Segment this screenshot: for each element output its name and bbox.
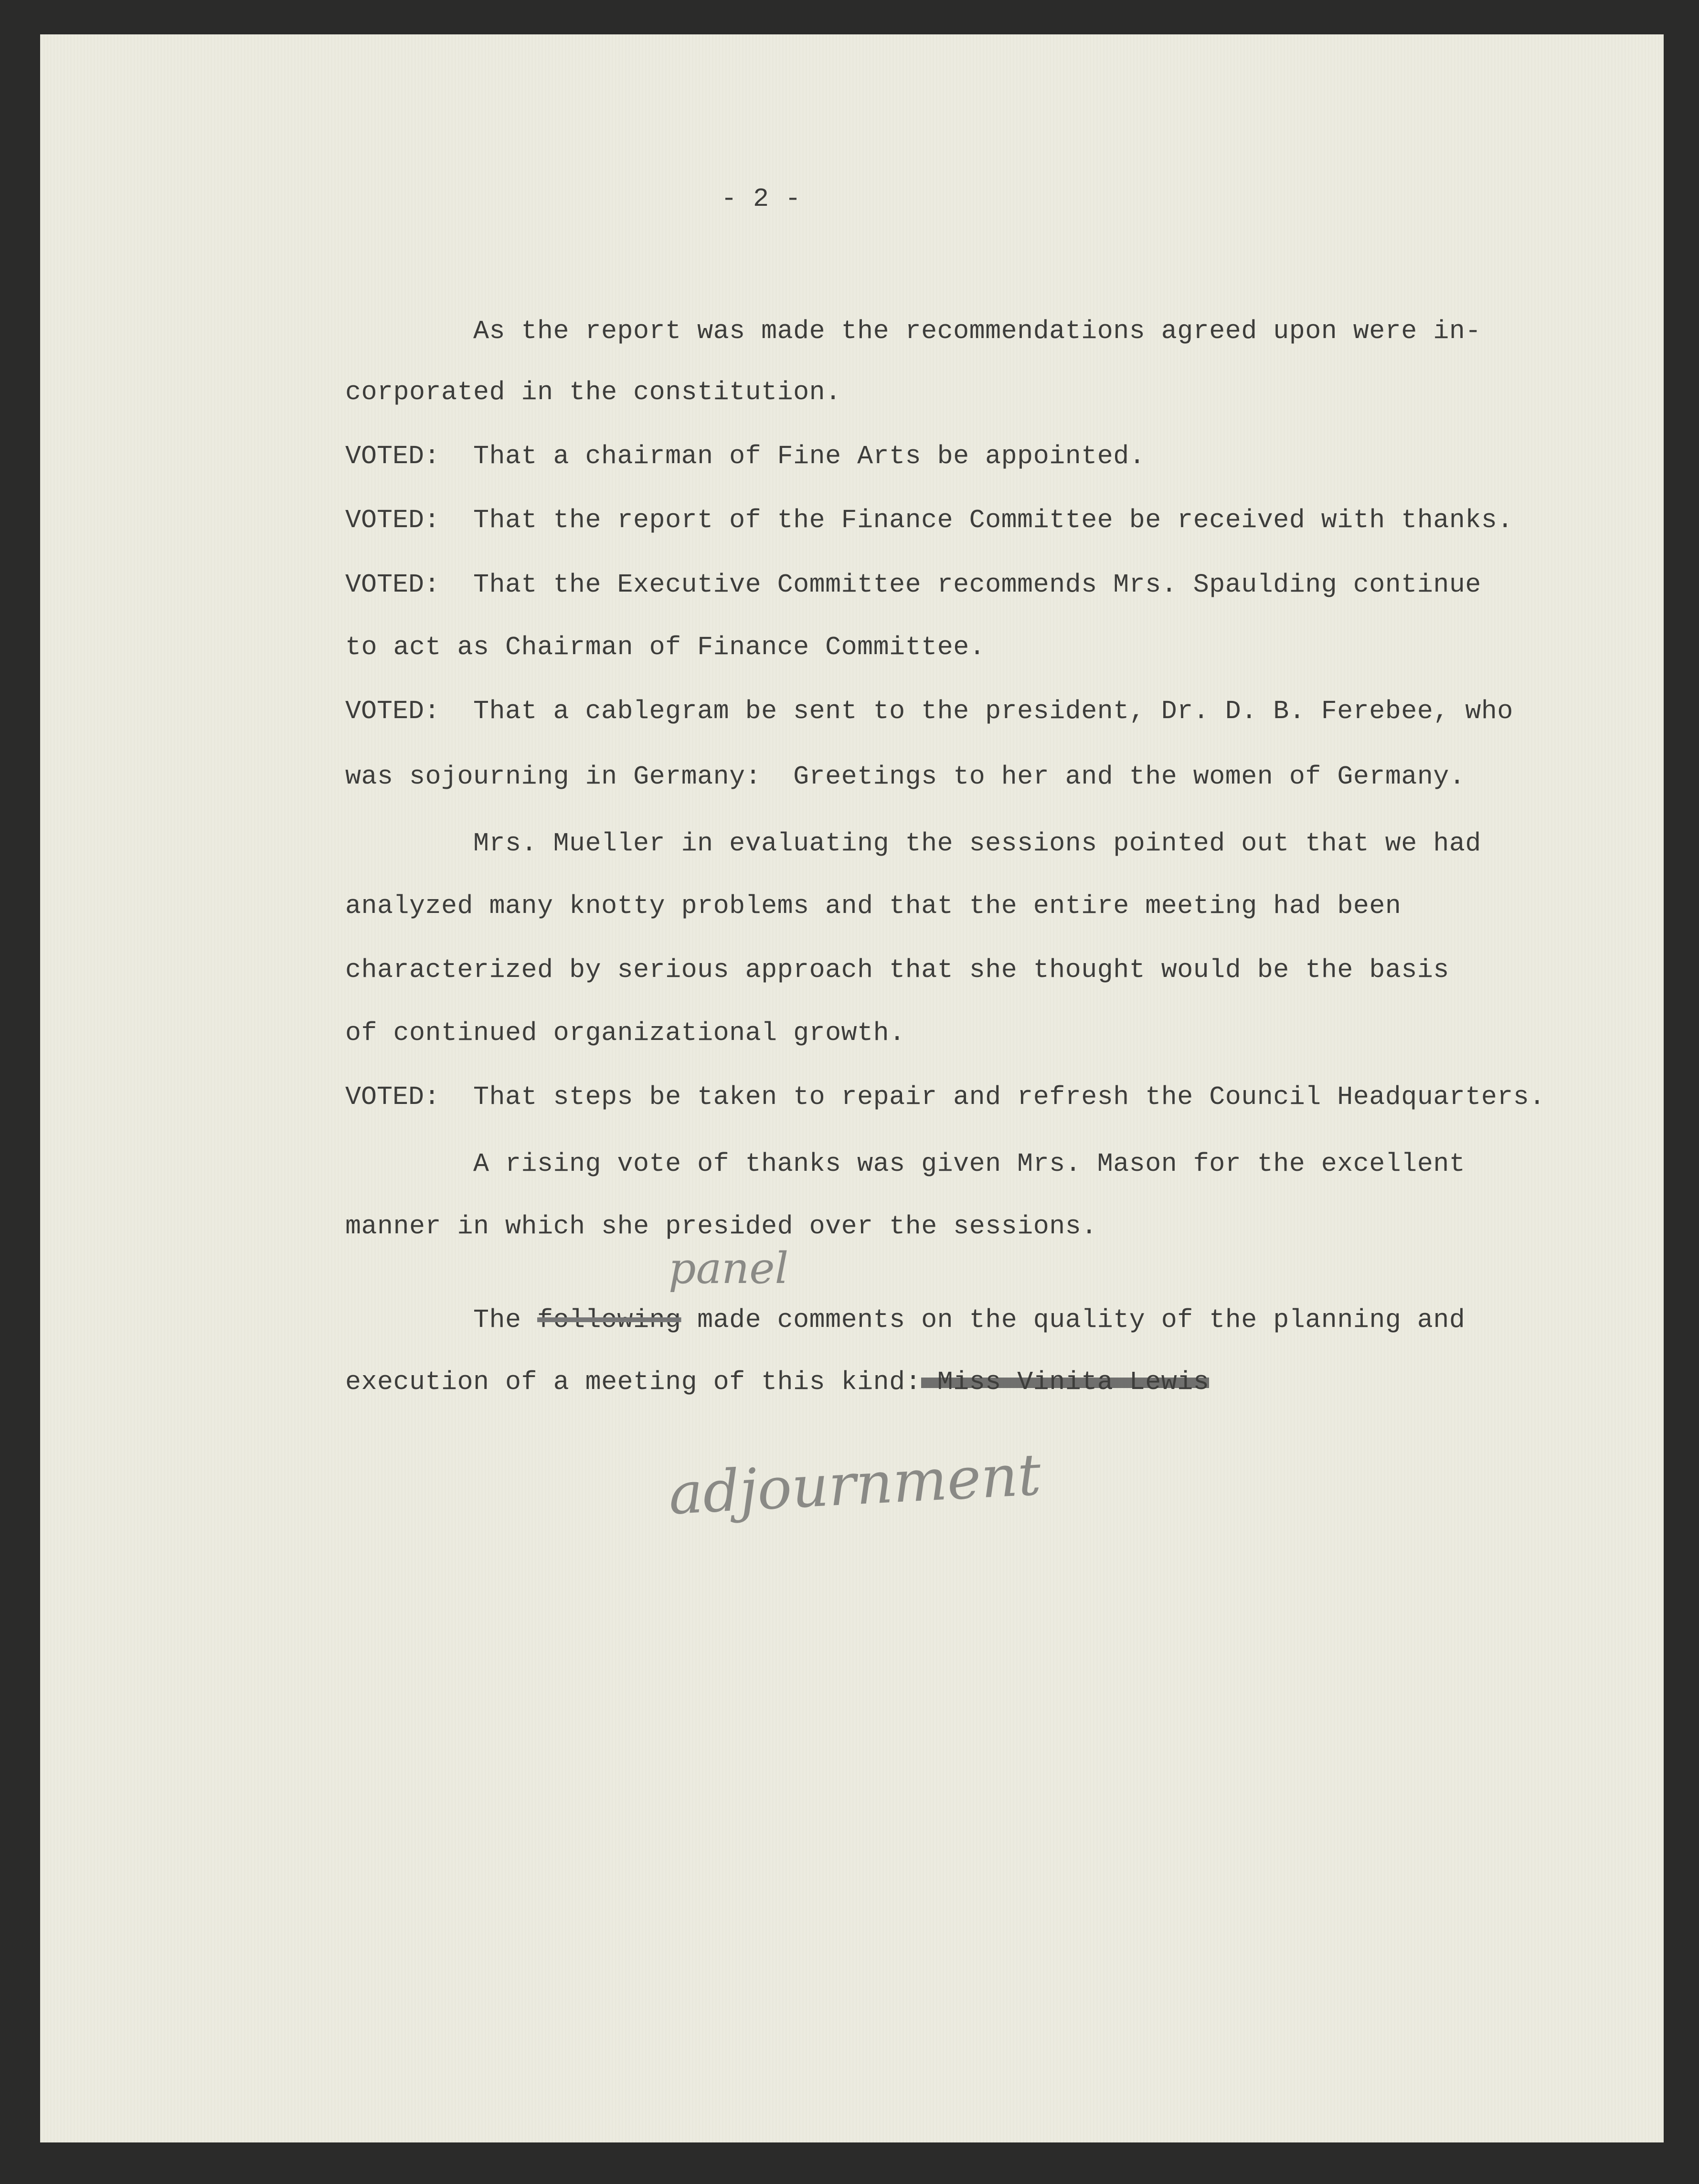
motion-text: That a chairman of Fine Arts be appointed. bbox=[473, 441, 1146, 471]
voted-label: VOTED: bbox=[345, 441, 440, 471]
voted-label: VOTED: bbox=[345, 696, 440, 726]
motion-text: That the Executive Committee recommends Mrs. Spaulding continue bbox=[473, 570, 1481, 600]
handwritten-note: adjournment bbox=[667, 1442, 1043, 1528]
text: The bbox=[473, 1305, 538, 1335]
paragraph-line: As the report was made the recommendations agreed upon were in- bbox=[473, 316, 1481, 346]
struck-text: following bbox=[537, 1305, 681, 1335]
paragraph-line: corporated in the constitution. bbox=[345, 377, 841, 407]
motion-text: That a cablegram be sent to the president, Dr. D. B. Ferebee, who bbox=[473, 696, 1513, 726]
text: made comments on the quality of the planning and bbox=[681, 1305, 1465, 1335]
paragraph-line bbox=[473, 1304, 1465, 1337]
motion-text: was sojourning in Germany: Greetings to her and the women of Germany. bbox=[345, 762, 1465, 792]
paragraph-line: analyzed many knotty problems and that the entire meeting had been bbox=[345, 891, 1402, 921]
paragraph-line bbox=[345, 1366, 1209, 1399]
motion-text: That steps be taken to repair and refresh the Council Headquarters. bbox=[473, 1082, 1545, 1112]
voted-label: VOTED: bbox=[345, 1082, 440, 1112]
page-number: - 2 - bbox=[721, 184, 801, 214]
text: execution of a meeting of this kind: bbox=[345, 1367, 922, 1397]
voted-label: VOTED: bbox=[345, 570, 440, 600]
paragraph-line: manner in which she presided over the sessions. bbox=[345, 1211, 1097, 1241]
paragraph-line: Mrs. Mueller in evaluating the sessions pointed out that we had bbox=[473, 828, 1481, 859]
motion-text: to act as Chairman of Finance Committee. bbox=[345, 632, 986, 662]
voted-label: VOTED: bbox=[345, 505, 440, 535]
struck-text: Miss Vinita Lewis bbox=[921, 1367, 1210, 1397]
paragraph-line: A rising vote of thanks was given Mrs. Mason for the excellent bbox=[473, 1149, 1465, 1179]
motion-text: That the report of the Finance Committee be received with thanks. bbox=[473, 505, 1513, 535]
paragraph-line: of continued organizational growth. bbox=[345, 1018, 905, 1048]
paragraph-line: characterized by serious approach that she thought would be the basis bbox=[345, 955, 1449, 985]
handwritten-insertion: panel bbox=[669, 1243, 789, 1293]
